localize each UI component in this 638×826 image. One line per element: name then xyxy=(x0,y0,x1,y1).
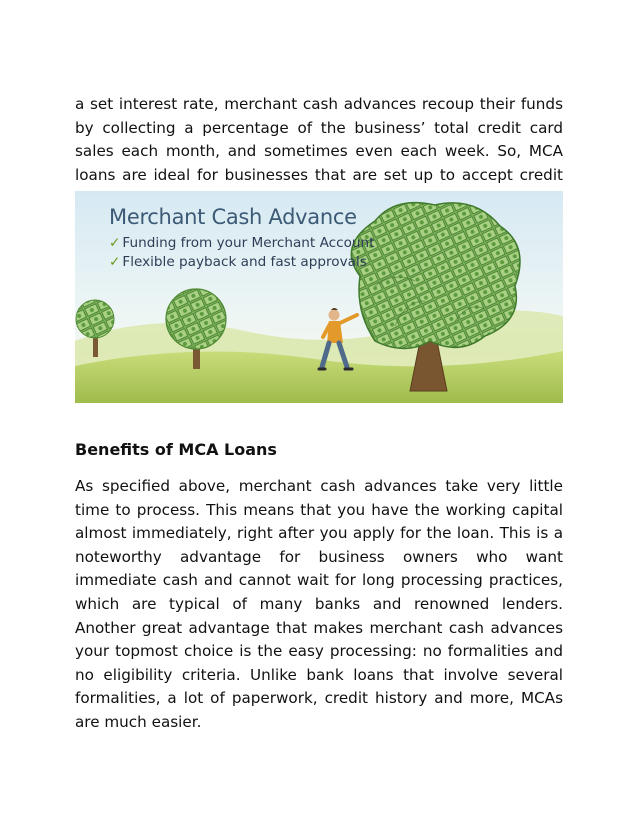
banner-title: Merchant Cash Advance xyxy=(109,205,357,229)
section-heading: Benefits of MCA Loans xyxy=(75,440,277,459)
banner-bullet xyxy=(109,254,367,270)
banner-bullet-text: Flexible payback and fast approvals xyxy=(122,254,367,270)
banner-bullet xyxy=(109,235,374,251)
banner-bullet-text: Funding from your Merchant Account xyxy=(122,235,375,251)
checkmark-icon: ✓ xyxy=(109,254,121,270)
checkmark-icon: ✓ xyxy=(109,235,121,251)
merchant-cash-advance-banner xyxy=(75,191,563,403)
intro-paragraph: a set interest rate, merchant cash advances recoup their funds by collecting a percentage of the business’ total credit card sales each month, and sometimes even each week. So, MCA loans are ideal for businesses that are set up to accept credit xyxy=(75,95,563,184)
section-paragraph: As specified above, merchant cash advances take very little time to process. This means that you have the working capital almost immediately, right after you apply for the loan. This is a noteworthy advantage for business owners who want immediate cash and cannot wait for long processing practices, which are typical of many banks and renowned lenders. Another great advantage that makes merchant cash advances your topmost choice is the easy processing: no formalities and no eligibility criteria. Unlike bank loans that involve several formalities, a lot of paperwork, credit history and more, MCAs are much easier. xyxy=(75,477,563,731)
